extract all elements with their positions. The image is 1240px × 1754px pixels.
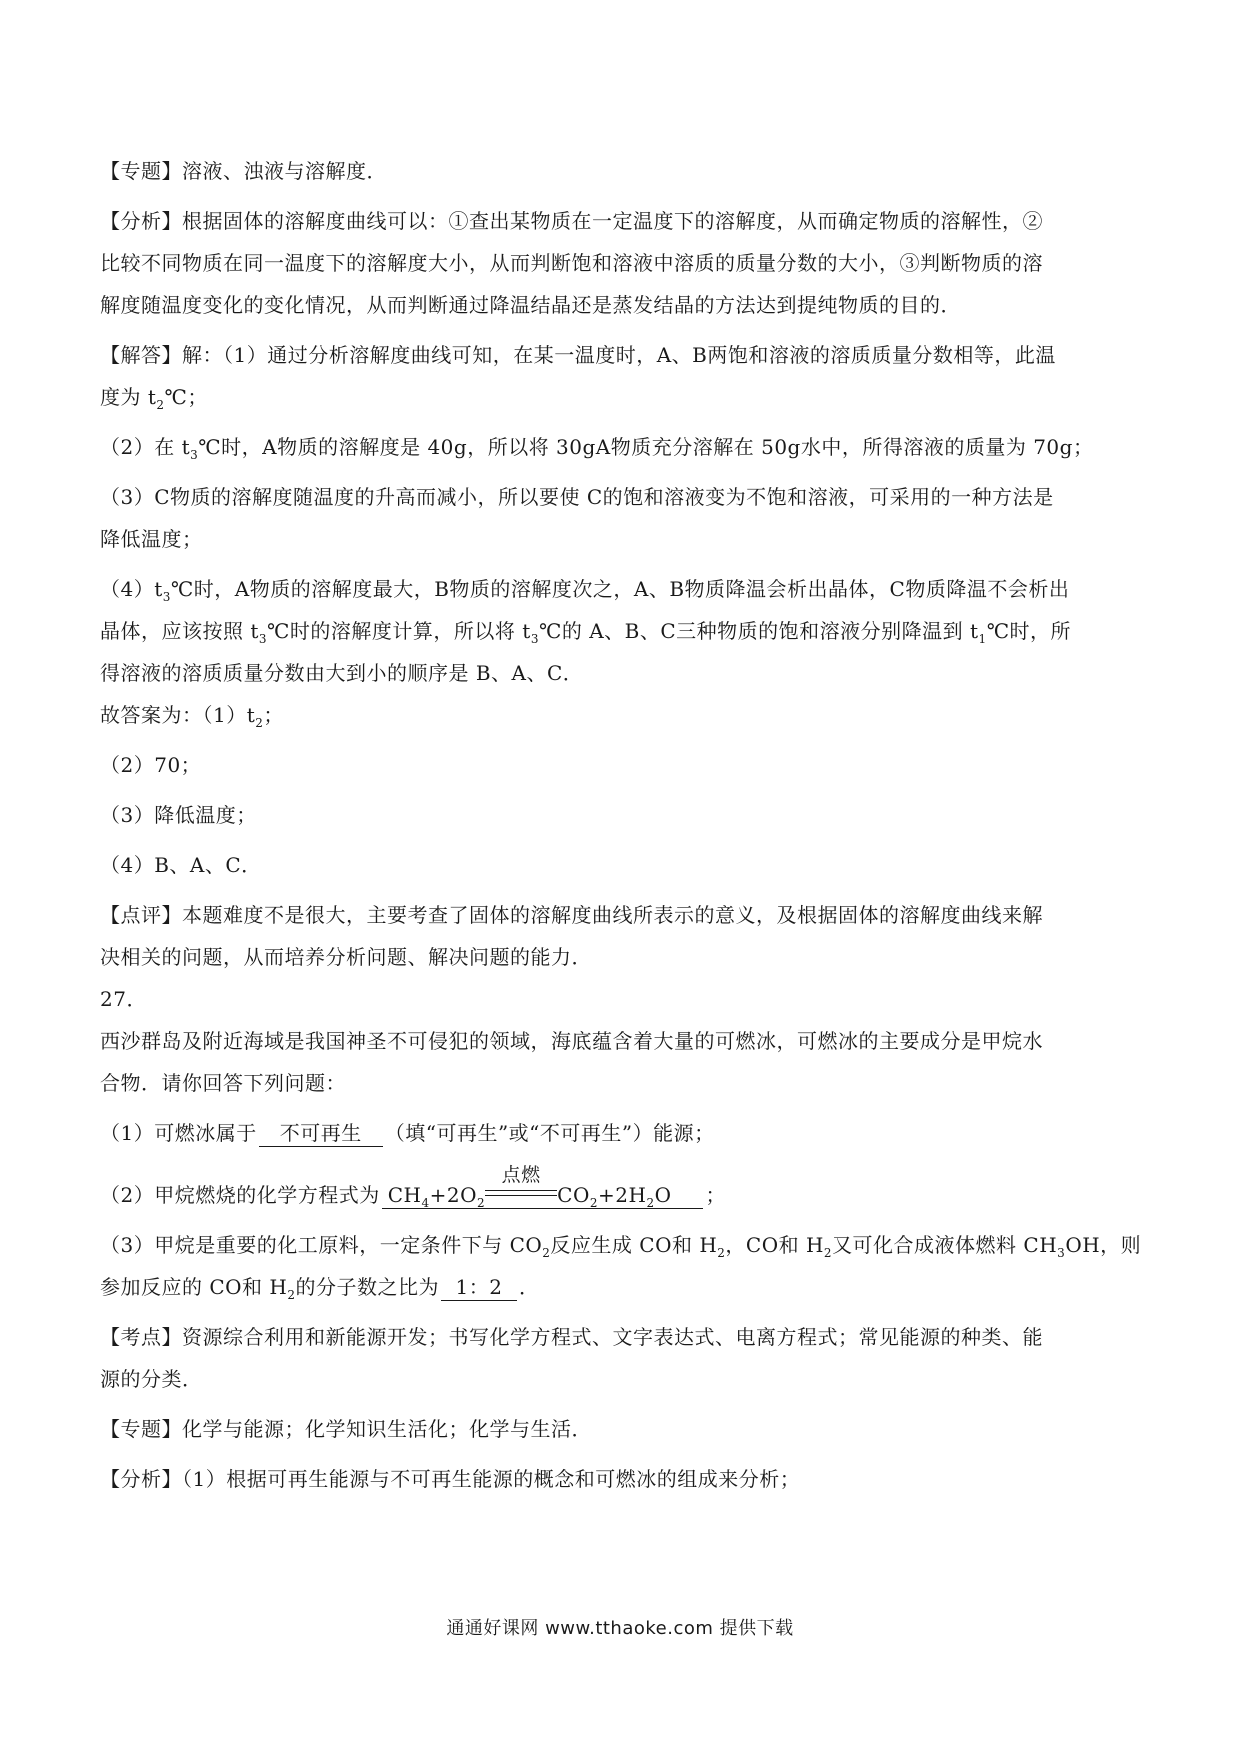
analysis-line: 比较不同物质在同一温度下的溶解度大小，从而判断饱和溶液中溶质的质量分数的大小，③判断物质的溶 [100, 251, 1043, 275]
solution-line: 晶体，应该按照 $t_3℃$时的溶解度计算，所以将 $t_3℃$的 A、B、C三种物质的饱和溶液分别降温到 $t_1℃$时，所 [100, 619, 1072, 646]
analysis-line: 【分析】（1）根据可再生能源与不可再生能源的概念和可燃冰的组成来分析； [100, 1467, 801, 1491]
solution-line: $(4)t_3℃$时，A物质的溶解度最大，B物质的溶解度次之，A、B物质降温会析出晶体，C物质降温不会析出 [100, 577, 1070, 604]
solution-line: 【解答】解：（1）通过分析溶解度曲线可知，在某一温度时，A、B两饱和溶液的溶质质量分数相等，此温 [100, 343, 1056, 367]
question-number: 27． [100, 987, 147, 1011]
document-body [100, 150, 1140, 1500]
keypoint-line: 源的分类． [100, 1367, 203, 1391]
page-footer: 通通好课网 www.tthaoke.com 提供下载 [446, 1618, 794, 1639]
reaction-arrow [485, 1164, 557, 1208]
question-part: （1）可燃冰属于 不可再生 （填“可再生”或“不可再生”）能源； [100, 1121, 715, 1145]
comment-line: 决相关的问题，从而培养分析问题、解决问题的能力． [100, 945, 592, 969]
topic-line: 【专题】化学与能源；化学知识生活化；化学与生活． [100, 1417, 592, 1441]
question-stem: 西沙群岛及附近海域是我国神圣不可侵犯的领域，海底蕴含着大量的可燃冰，可燃冰的主要成分是甲烷水 [100, 1029, 1043, 1053]
comment-line: 【点评】本题难度不是很大，主要考查了固体的溶解度曲线所表示的意义，及根据固体的溶解度曲线来解 [100, 903, 1043, 927]
analysis-line: 【分析】根据固体的溶解度曲线可以：①查出某物质在一定温度下的溶解度，从而确定物质的溶解性，② [100, 209, 1043, 233]
solution-line: （3）C物质的溶解度随温度的升高而减小，所以要使 C的饱和溶液变为不饱和溶液，可采用的一种方法是 [100, 485, 1054, 509]
solution-line: 度为 $t_2℃$； [100, 385, 208, 412]
answer-line: （2）70； [100, 753, 202, 777]
question-part: 参加反应的 CO和 $H_2$的分子数之比为 1：2 ． [100, 1275, 540, 1302]
question-part: （2）甲烷燃烧的化学方程式为 $CH_4+2O_2$ 点燃 $CO_2+2H_2O$ ； [100, 1164, 726, 1210]
question-stem: 合物．请你回答下列问题： [100, 1071, 346, 1095]
reaction-condition: 点燃 [501, 1164, 541, 1186]
topic-heading: 【专题】溶液、浊液与溶解度． [100, 159, 387, 183]
answer-line: 故答案为：$(1)t_2$； [100, 703, 284, 730]
keypoint-line: 【考点】资源综合利用和新能源开发；书写化学方程式、文字表达式、电离方程式；常见能源的种类、能 [100, 1325, 1043, 1349]
answer-line: （4）B、A、C． [100, 853, 262, 877]
analysis-line: 解度随温度变化的变化情况，从而判断通过降温结晶还是蒸发结晶的方法达到提纯物质的目的． [100, 293, 961, 317]
equation-blank: $CH_4+2O_2$ 点燃 $CO_2+2H_2O$ [382, 1168, 704, 1209]
answer-line: （3）降低温度； [100, 803, 257, 827]
solution-line: 降低温度； [100, 527, 203, 551]
question-part: （3）甲烷是重要的化工原料，一定条件下与 $CO_2$反应生成 CO和 $H_2$，CO和 $H_2$又可化合成液体燃料 $CH_3OH$，则 [100, 1233, 1142, 1260]
answer-blank: 1：2 [441, 1274, 517, 1301]
solution-line: （2）在 $t_3℃$时，A物质的溶解度是 40g，所以将 30gA物质充分溶解在 50g水中，所得溶液的质量为 70g； [100, 435, 1094, 462]
answer-blank: 不可再生 [259, 1120, 383, 1147]
solution-line: 得溶液的溶质质量分数由大到小的顺序是 B、A、C． [100, 661, 584, 685]
